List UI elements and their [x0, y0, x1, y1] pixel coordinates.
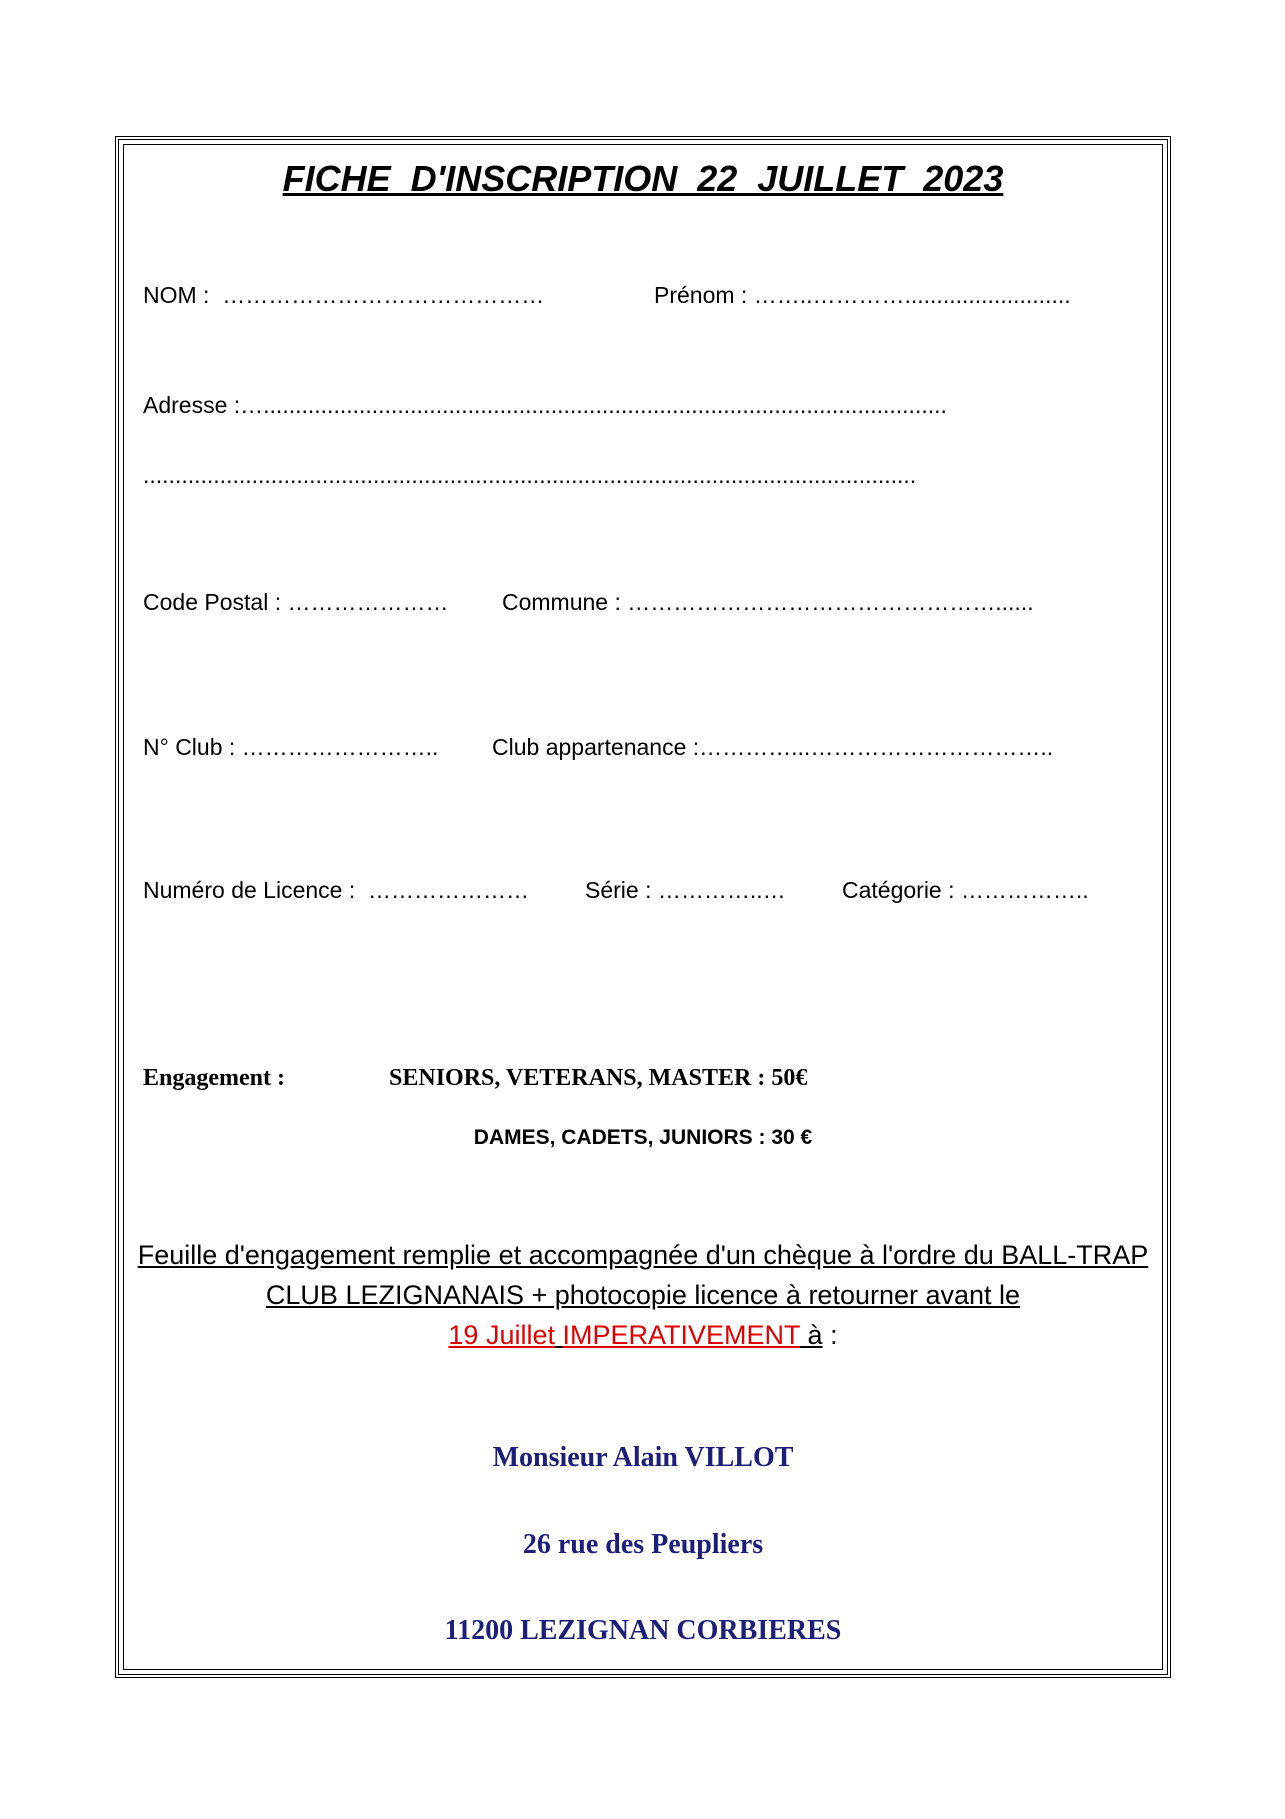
- adresse-field-line2: .........................................................................................................................: [143, 462, 917, 488]
- licence-field: Numéro de Licence : …………………: [143, 877, 530, 903]
- engagement-label: Engagement :: [143, 1065, 285, 1091]
- form-frame: [115, 136, 1171, 1678]
- notice-colon: :: [822, 1320, 838, 1350]
- deadline-date: 19 Juillet: [448, 1320, 555, 1350]
- recipient-city: 11200 LEZIGNAN CORBIERES: [444, 1615, 842, 1646]
- form-title: FICHE D'INSCRIPTION 22 JUILLET 2023: [282, 158, 1004, 199]
- categorie-field: Catégorie : ……………..: [842, 877, 1089, 903]
- club-number-field: N° Club : ……………………..: [143, 734, 439, 760]
- engagement-seniors: SENIORS, VETERANS, MASTER : 50€: [389, 1065, 808, 1091]
- serie-field: Série : …………..…: [585, 877, 786, 903]
- instructions-notice: [129, 1235, 1157, 1355]
- commune-field: Commune : …………………………………………......: [502, 589, 1034, 615]
- adresse-field: Adresse :…...........................................................................................................: [143, 392, 947, 418]
- recipient-name: Monsieur Alain VILLOT: [492, 1442, 794, 1473]
- recipient-street: 26 rue des Peupliers: [522, 1529, 764, 1560]
- nom-field: NOM : ……………………………………: [143, 282, 545, 308]
- notice-text: Feuille d'engagement remplie et accompagnée d'un chèque à l'ordre du BALL-TRAP CLUB LEZIGNANAIS + photocopie licence à retourner avant le: [137, 1240, 1149, 1310]
- deadline-imperative: IMPERATIVEMENT: [562, 1320, 801, 1350]
- club-appartenance-field: Club appartenance :…………...…………………………..: [492, 734, 1054, 760]
- code-postal-field: Code Postal : …………………: [143, 589, 449, 615]
- prenom-field: Prénom : ……..…………..........................: [654, 282, 1071, 308]
- engagement-dames: DAMES, CADETS, JUNIORS : 30 €: [473, 1126, 813, 1149]
- notice-a: à: [807, 1320, 823, 1350]
